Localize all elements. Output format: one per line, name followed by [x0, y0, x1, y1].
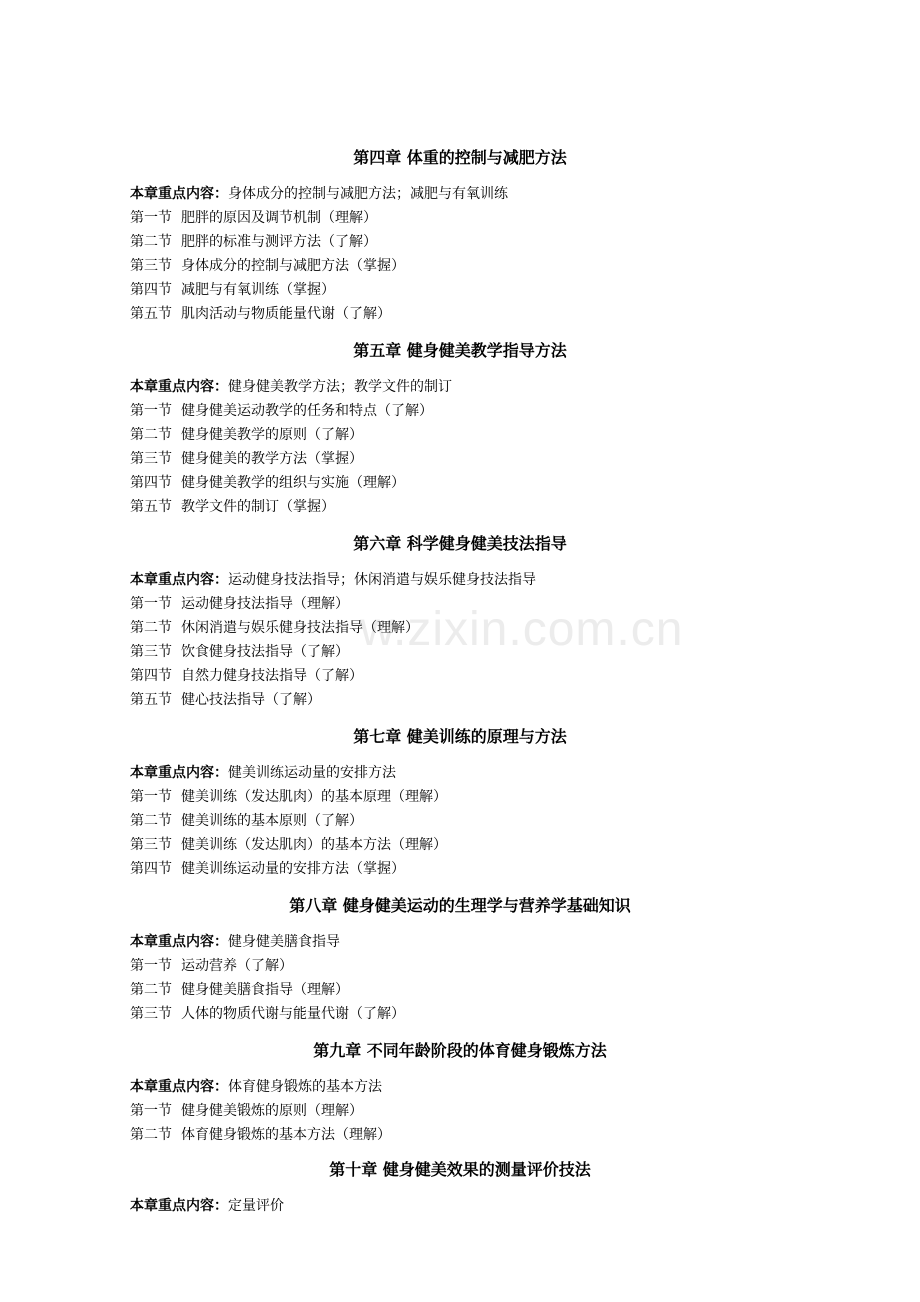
section-item — [130, 618, 419, 638]
key-content-label: 本章重点内容： — [130, 1079, 228, 1095]
section-item — [130, 208, 377, 228]
section-number: 第二节 — [130, 813, 172, 829]
section-item — [130, 497, 335, 517]
section-item — [130, 304, 391, 324]
key-content-label: 本章重点内容： — [130, 1198, 228, 1214]
section-title: 健身健美膳食指导（理解） — [181, 982, 349, 998]
key-content-line — [130, 1077, 382, 1097]
chapter-title: 第五章 健身健美教学指导方法 — [353, 341, 567, 360]
key-content-text: 健身健美膳食指导 — [228, 934, 340, 950]
section-number: 第三节 — [130, 451, 172, 467]
section-title: 饮食健身技法指导（了解） — [181, 644, 349, 660]
section-title: 肥胖的标准与测评方法（了解） — [181, 234, 377, 250]
key-content-text: 运动健身技法指导；休闲消遣与娱乐健身技法指导 — [228, 572, 536, 588]
section-number: 第四节 — [130, 475, 172, 491]
key-content-text: 定量评价 — [228, 1198, 284, 1214]
section-item — [130, 401, 433, 421]
chapter-title: 第八章 健身健美运动的生理学与营养学基础知识 — [289, 896, 631, 915]
section-number: 第二节 — [130, 1127, 172, 1143]
section-item — [130, 835, 447, 855]
section-item — [130, 980, 349, 1000]
section-title: 健身健美锻炼的原则（理解） — [181, 1103, 363, 1119]
section-title: 肥胖的原因及调节机制（理解） — [181, 210, 377, 226]
section-number: 第一节 — [130, 596, 172, 612]
section-item — [130, 956, 293, 976]
section-number: 第一节 — [130, 789, 172, 805]
section-title: 运动健身技法指导（理解） — [181, 596, 349, 612]
chapter-title: 第四章 体重的控制与减肥方法 — [353, 148, 567, 167]
section-title: 身体成分的控制与减肥方法（掌握） — [181, 258, 405, 274]
key-content-text: 体育健身锻炼的基本方法 — [228, 1079, 382, 1095]
section-title: 体育健身锻炼的基本方法（理解） — [181, 1127, 391, 1143]
section-number: 第三节 — [130, 1006, 172, 1022]
section-number: 第二节 — [130, 982, 172, 998]
key-content-text: 身体成分的控制与减肥方法；减肥与有氧训练 — [228, 186, 508, 202]
section-number: 第三节 — [130, 644, 172, 660]
section-title: 运动营养（了解） — [181, 958, 293, 974]
section-number: 第四节 — [130, 668, 172, 684]
section-item — [130, 449, 363, 469]
key-content-label: 本章重点内容： — [130, 379, 228, 395]
section-title: 肌肉活动与物质能量代谢（了解） — [181, 306, 391, 322]
key-content-text: 健身健美教学方法；教学文件的制订 — [228, 379, 452, 395]
section-number: 第一节 — [130, 403, 172, 419]
section-title: 健美训练（发达肌肉）的基本方法（理解） — [181, 837, 447, 853]
key-content-line — [130, 1196, 284, 1216]
chapter-title: 第六章 科学健身健美技法指导 — [353, 534, 567, 553]
key-content-text: 健美训练运动量的安排方法 — [228, 765, 396, 781]
section-title: 减肥与有氧训练（掌握） — [181, 282, 335, 298]
chapter-title: 第九章 不同年龄阶段的体育健身锻炼方法 — [313, 1041, 607, 1060]
section-title: 休闲消遣与娱乐健身技法指导（理解） — [181, 620, 419, 636]
section-title: 健身健美运动教学的任务和特点（了解） — [181, 403, 433, 419]
section-title: 健身健美的教学方法（掌握） — [181, 451, 363, 467]
section-item — [130, 690, 321, 710]
section-item — [130, 859, 405, 879]
section-number: 第五节 — [130, 306, 172, 322]
key-content-label: 本章重点内容： — [130, 572, 228, 588]
section-item — [130, 642, 349, 662]
section-item — [130, 1125, 391, 1145]
section-item — [130, 811, 363, 831]
watermark: w.zixin.com.cn — [360, 603, 684, 656]
section-item — [130, 425, 363, 445]
section-title: 教学文件的制订（掌握） — [181, 499, 335, 515]
section-title: 自然力健身技法指导（了解） — [181, 668, 363, 684]
key-content-label: 本章重点内容： — [130, 765, 228, 781]
section-number: 第一节 — [130, 1103, 172, 1119]
section-number: 第五节 — [130, 499, 172, 515]
section-number: 第二节 — [130, 427, 172, 443]
section-item — [130, 1004, 405, 1024]
section-number: 第五节 — [130, 692, 172, 708]
section-item — [130, 280, 335, 300]
key-content-line — [130, 932, 340, 952]
section-number: 第三节 — [130, 258, 172, 274]
section-number: 第四节 — [130, 861, 172, 877]
section-item — [130, 594, 349, 614]
key-content-line — [130, 377, 452, 397]
chapter-title: 第十章 健身健美效果的测量评价技法 — [329, 1160, 591, 1179]
section-title: 健身健美教学的组织与实施（理解） — [181, 475, 405, 491]
section-item — [130, 1101, 363, 1121]
section-number: 第二节 — [130, 234, 172, 250]
key-content-label: 本章重点内容： — [130, 186, 228, 202]
key-content-line — [130, 184, 508, 204]
section-number: 第一节 — [130, 210, 172, 226]
section-item — [130, 232, 377, 252]
section-title: 健美训练运动量的安排方法（掌握） — [181, 861, 405, 877]
section-number: 第一节 — [130, 958, 172, 974]
section-item — [130, 473, 405, 493]
key-content-label: 本章重点内容： — [130, 934, 228, 950]
section-title: 人体的物质代谢与能量代谢（了解） — [181, 1006, 405, 1022]
section-title: 健美训练的基本原则（了解） — [181, 813, 363, 829]
section-item — [130, 787, 447, 807]
section-number: 第三节 — [130, 837, 172, 853]
section-number: 第二节 — [130, 620, 172, 636]
section-title: 健心技法指导（了解） — [181, 692, 321, 708]
section-item — [130, 666, 363, 686]
chapter-title: 第七章 健美训练的原理与方法 — [353, 727, 567, 746]
section-item — [130, 256, 405, 276]
key-content-line — [130, 570, 536, 590]
section-title: 健身健美教学的原则（了解） — [181, 427, 363, 443]
section-title: 健美训练（发达肌肉）的基本原理（理解） — [181, 789, 447, 805]
key-content-line — [130, 763, 396, 783]
section-number: 第四节 — [130, 282, 172, 298]
